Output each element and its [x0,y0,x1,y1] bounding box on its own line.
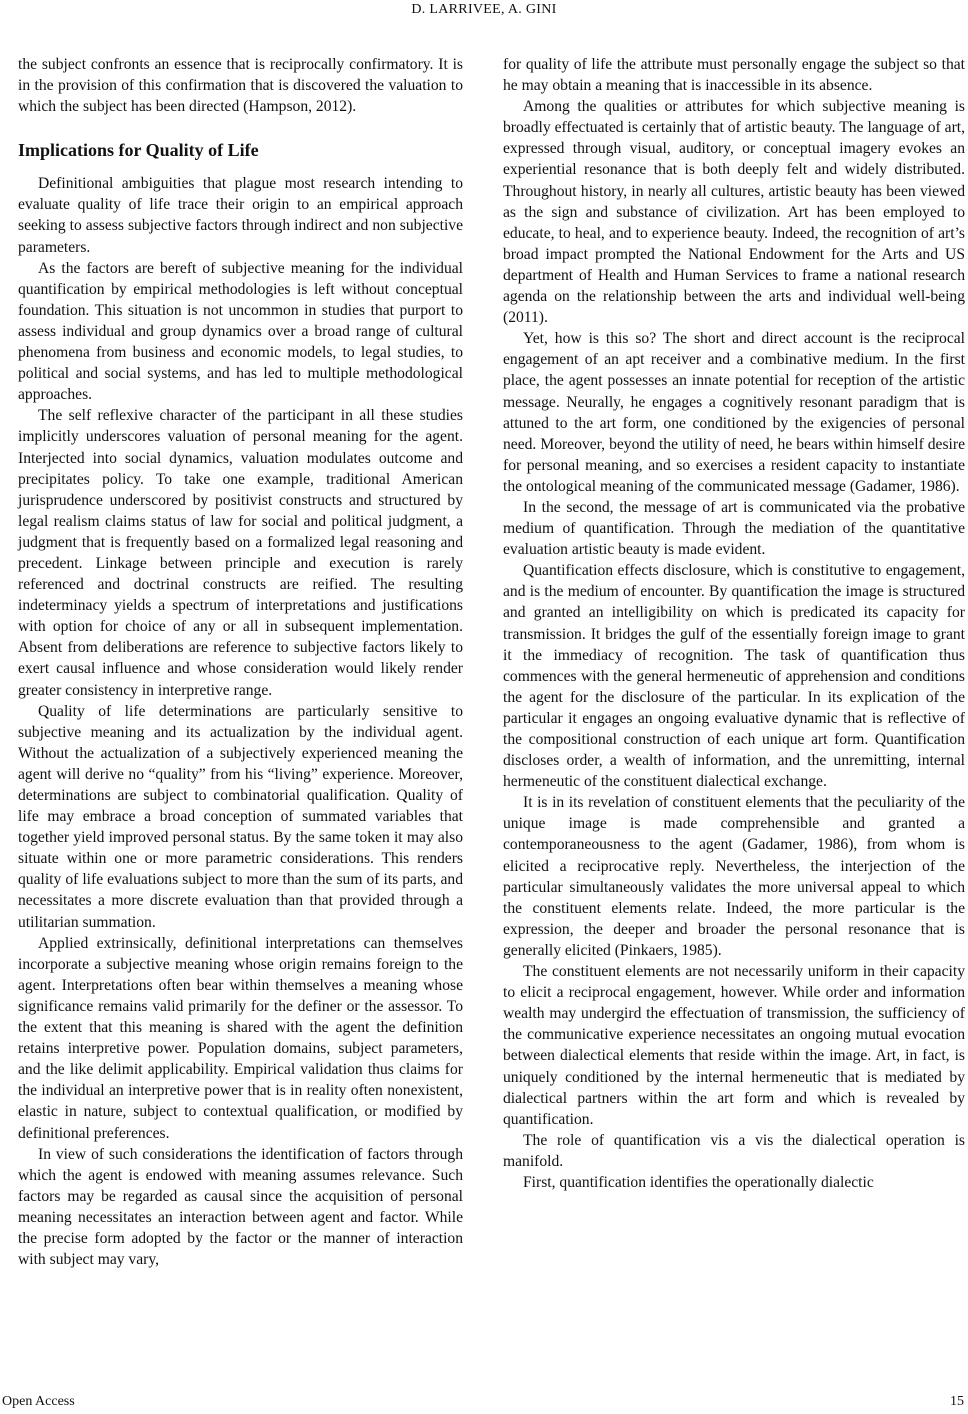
paragraph: It is in its revelation of constituent elements that the peculiarity of the unique image is made comprehensible and granted a contemporaneousness to the agent (Gadamer, 1986), from whom is elicited a reciprocative reply. Nevertheless, the interjection of the particular simultaneously validates the more universal appeal to which the constituent elements relate. Indeed, the more particular is the expression, the deeper and broader the personal resonance that is generally elicited (Pinkaers, 1985). [503,794,965,959]
paragraph: Quality of life determinations are particularly sensitive to subjective meaning and its actualization by the individual agent. Without the actualization of a subjectively experienced meaning the agent will derive no “quality” from his “living” experience. Moreover, determinations are subject to combinatorial qualification. Quality of life may embrace a broad conception of summated variables that together yield improved personal status. By the same token it may also situate within one or more parametric considerations. This renders quality of life evaluations subject to more than the sum of its parts, and necessitates a more discrete evaluation than that provided through a utilitarian summation. [18,702,463,931]
running-header: D. LARRIVEE, A. GINI [411,2,557,17]
paragraph: Yet, how is this so? The short and direct account is the reciprocal engagement of an apt receiver and a combinative medium. In the first place, the agent possesses an innate potential for reception of the artistic message. Neurally, he engages a cognitively resonant paradigm that is attuned to the art form, one conditioned by the exigencies of personal need. Moreover, beyond the utility of need, he bears within himself desire for personal meaning, and so exercises a resident capacity to instantiate the ontological meaning of the communicated message (Gadamer, 1986). [503,330,965,495]
footer-open-access: Open Access [2,1394,75,1409]
paragraph: In the second, the message of art is communicated via the probative medium of quantification. Through the mediation of the quantitative evaluation artistic beauty is made evident. [503,498,965,559]
left-column [18,54,463,1270]
page-number: 15 [950,1394,964,1409]
section-heading: Implications for Quality of Life [18,140,259,161]
paragraph: for quality of life the attribute must personally engage the subject so that he may obtain a meaning that is inaccessible in its absence. [503,56,965,95]
paragraph: Applied extrinsically, definitional interpretations can themselves incorporate a subjective meaning whose origin remains foreign to the agent. Interpretations often bear within themselves a meaning whose significance remains valid primarily for the definer or the assessor. To the extent that this meaning is shared with the agent the definition retains interpretive power. Population domains, subject parameters, and the like delimit applicability. Empirical validation thus claims for the individual an interpretive power that is in reality often nonexistent, elastic in nature, subject to contextual qualification, or modified by definitional preferences. [18,934,463,1142]
right-column [503,54,965,1193]
paragraph: In view of such considerations the identification of factors through which the agent is endowed with meaning assumes relevance. Such factors may be regarded as causal since the acquisition of personal meaning necessitates an interaction between agent and factor. While the precise form adopted by the factor or the manner of interaction with subject may vary, [18,1145,463,1269]
paragraph: Quantification effects disclosure, which is constitutive to engagement, and is the medium of encounter. By quantification the image is structured and granted an intelligibility on which is predicated its capacity for transmission. It bridges the gulf of the essentially foreign image to grant it the immediacy of recognition. The task of quantification thus commences with the general hermeneutic of apprehension and conditions the agent for the disclosure of the particular. In its explication of the particular it engages an ongoing evaluative dynamic that is reflective of the compositional construction of each unique art form. Quantification discloses order, a wealth of information, and the unremitting, internal hermeneutic of the constituent dialectical exchange. [503,562,965,791]
paragraph: The self reflexive character of the participant in all these studies implicitly underscores valuation of personal meaning for the agent. Interjected into social dynamics, valuation modulates outcome and precipitates policy. To take one example, traditional American jurisprudence underscored by positivist constructs and structured by legal realism claims status of law for social and political judgment, a judgment that is frequently based on a formalized legal reasoning and precedent. Linkage between principle and execution is rarely referenced and doctrinal constructs are reified. The resulting indeterminacy yields a spectrum of interpretations and justifications with option for choice of any or all in subsequent implementation. Absent from deliberations are reference to subjective factors likely to exert causal influence and whose consideration would likely render greater consistency in interpretive range. [18,407,463,699]
paragraph: the subject confronts an essence that is reciprocally confirmatory. It is in the provision of this confirmation that is discovered the valuation to which the subject has been directed (Hampson, 2012). [18,56,463,116]
paragraph: As the factors are bereft of subjective meaning for the individual quantification by empirical methodologies is left without conceptual foundation. This situation is not uncommon in studies that purport to assess individual and group dynamics over a broad range of cultural phenomena from business and economic models, to legal studies, to political and social systems, and has led to multiple methodological approaches. [18,259,463,404]
paragraph: The role of quantification vis a vis the dialectical operation is manifold. [503,1131,965,1170]
paragraph: Definitional ambiguities that plague most research intending to evaluate quality of life trace their origin to an empirical approach seeking to assess subjective factors through indirect and non subjective parameters. [18,175,463,256]
paragraph: Among the qualities or attributes for which subjective meaning is broadly effectuated is certainly that of artistic beauty. The language of art, expressed through visual, auditory, or conceptual imagery evokes an experiential resonance that is both deeply felt and widely distributed. Throughout history, in nearly all cultures, artistic beauty has been viewed as the sign and substance of civilization. Art has been employed to educate, to heal, and to experience beauty. Indeed, the recognition of art’s broad impact prompted the National Endowment for the Arts and US department of Health and Human Services to frame a national research agenda on the relationship between the arts and individual well-being (2011). [503,98,965,327]
paragraph: The constituent elements are not necessarily uniform in their capacity to elicit a reciprocal engagement, however. While order and information wealth may undergird the effectuation of transmission, the sufficiency of the communicative experience necessitates an ongoing mutual evocation between dialectical elements that reside within the image. Art, in fact, is uniquely conditioned by the internal hermeneutic that is mediated by dialectical partners within the art form and which is revealed by quantification. [503,963,965,1128]
paragraph: First, quantification identifies the operationally dialectic [523,1173,874,1191]
